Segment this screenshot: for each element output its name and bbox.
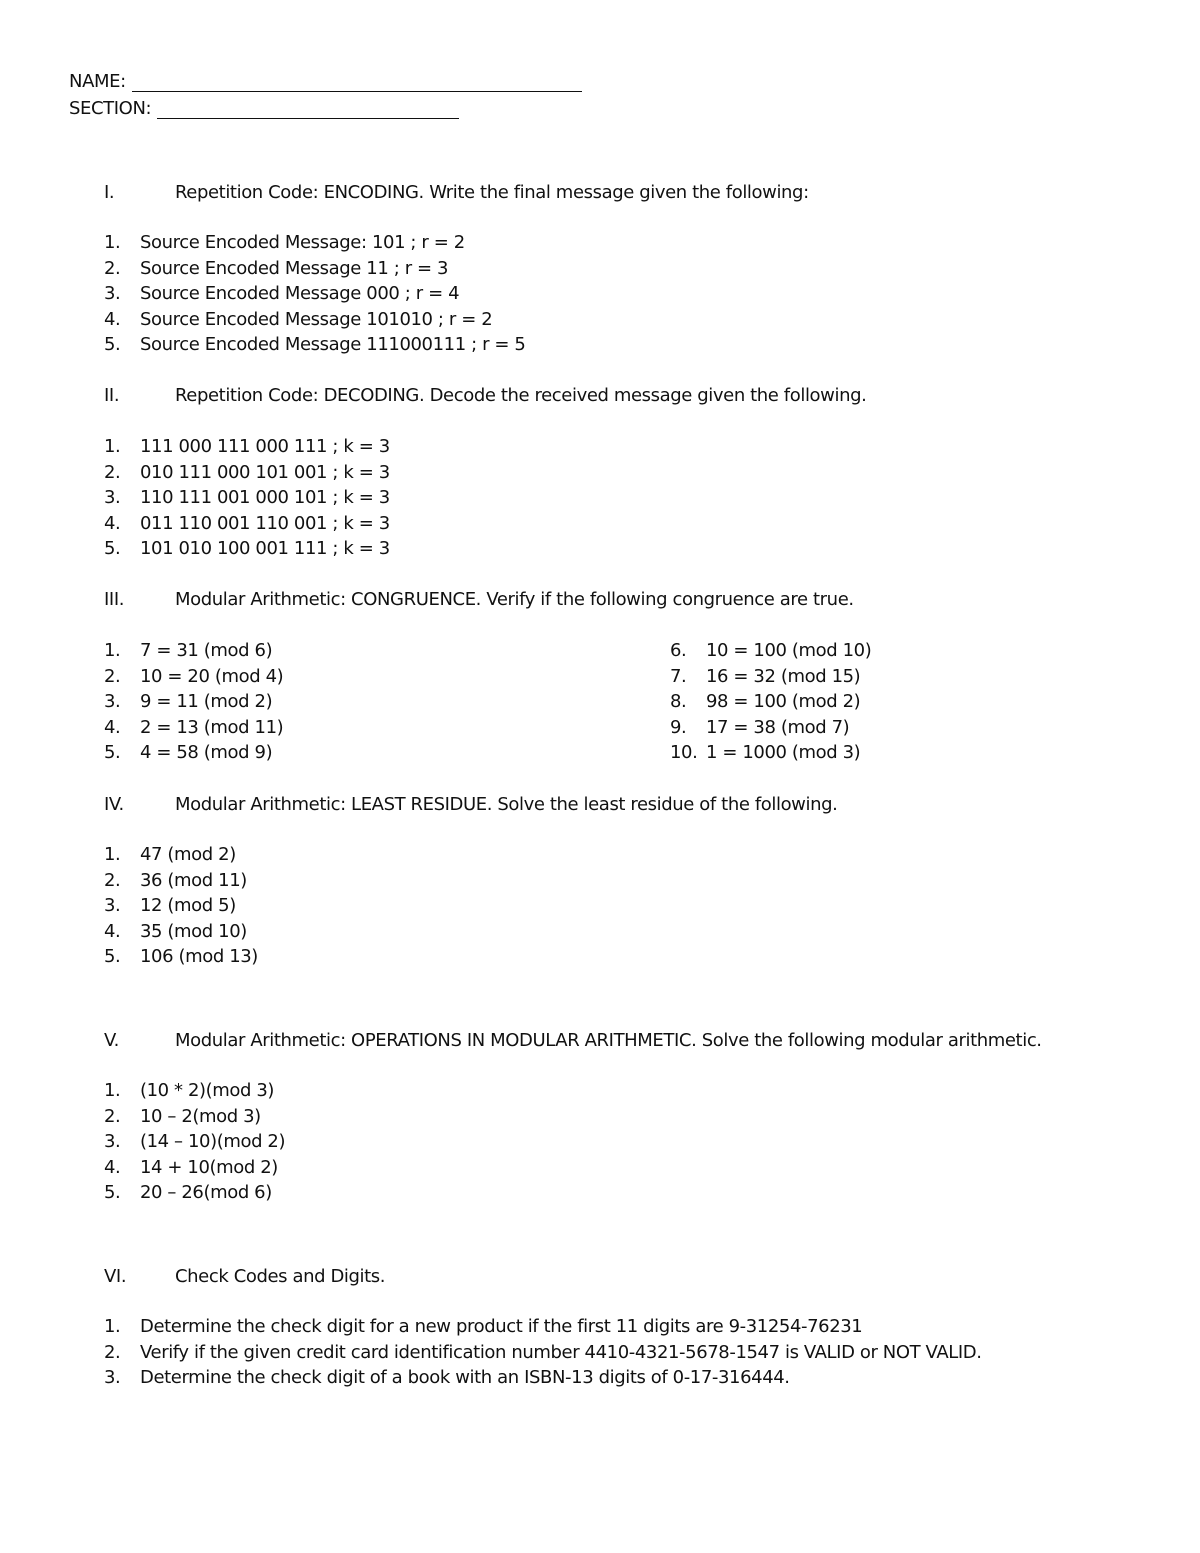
section-heading (104, 385, 866, 407)
item-text: 98 = 100 (mod 2) (706, 691, 861, 712)
item-number: 4. (104, 308, 121, 330)
item-number: 1. (104, 1316, 121, 1337)
item-text: Source Encoded Message 11 ; r = 3 (140, 257, 449, 279)
item-text: 101 010 100 001 111 ; k = 3 (140, 538, 390, 559)
list-item (104, 1314, 982, 1340)
item-number: 5. (104, 946, 121, 967)
section-title: Repetition Code: DECODING. Decode the received message given the following. (175, 385, 867, 406)
item-text: 10 = 100 (mod 10) (706, 640, 872, 661)
item-number: 10. (670, 742, 698, 763)
section-numeral: III. (104, 589, 125, 610)
item-text: 47 (mod 2) (140, 844, 236, 865)
section-item-list (104, 230, 525, 358)
section-label: SECTION: (69, 98, 152, 119)
item-text: Verify if the given credit card identification number 4410-4321-5678-1547 is VALID or NOT VALID. (140, 1341, 982, 1363)
list-item (104, 944, 258, 970)
item-number: 5. (104, 1182, 121, 1203)
item-number: 5. (104, 538, 121, 559)
item-number: 1. (104, 1080, 121, 1101)
list-item (104, 434, 390, 460)
item-number: 2. (104, 665, 121, 687)
item-text: 010 111 000 101 001 ; k = 3 (140, 461, 390, 483)
item-number: 3. (104, 487, 121, 508)
item-text: Source Encoded Message 111000111 ; r = 5 (140, 334, 526, 355)
list-item (104, 1129, 285, 1155)
item-number: 3. (104, 1131, 121, 1152)
item-text: 14 + 10(mod 2) (140, 1156, 278, 1178)
section-field-row (69, 99, 459, 119)
section-item-list (104, 1078, 285, 1206)
list-item (104, 1104, 285, 1130)
list-item (104, 1340, 982, 1366)
item-number: 2. (104, 1105, 121, 1127)
item-number: 3. (104, 1367, 121, 1388)
list-item (104, 919, 258, 945)
list-item (670, 715, 871, 741)
section-numeral: I. (104, 182, 115, 203)
list-item (104, 740, 283, 766)
list-item (104, 332, 525, 358)
list-item (670, 689, 871, 715)
item-text: Determine the check digit of a book with an ISBN-13 digits of 0-17-316444. (140, 1367, 790, 1388)
item-text: 011 110 001 110 001 ; k = 3 (140, 512, 390, 534)
item-text: 1 = 1000 (mod 3) (706, 742, 861, 763)
list-item (104, 1365, 982, 1391)
list-item (104, 1180, 285, 1206)
item-text: 111 000 111 000 111 ; k = 3 (140, 436, 390, 457)
list-item (104, 460, 390, 486)
item-text: 36 (mod 11) (140, 869, 247, 891)
item-number: 6. (670, 640, 687, 661)
list-item (104, 511, 390, 537)
section-heading (104, 794, 837, 816)
item-number: 4. (104, 716, 121, 738)
item-number: 9. (670, 716, 687, 738)
list-item (104, 1078, 285, 1104)
congruence-right-column (670, 638, 871, 766)
item-text: (14 – 10)(mod 2) (140, 1131, 286, 1152)
item-text: Source Encoded Message 000 ; r = 4 (140, 283, 460, 304)
item-number: 4. (104, 920, 121, 942)
item-text: Source Encoded Message 101010 ; r = 2 (140, 308, 493, 330)
item-number: 8. (670, 691, 687, 712)
item-text: 106 (mod 13) (140, 946, 258, 967)
item-text: 20 – 26(mod 6) (140, 1182, 272, 1203)
name-blank-line[interactable] (132, 73, 582, 92)
item-text: 10 – 2(mod 3) (140, 1105, 261, 1127)
section-heading (104, 182, 809, 204)
item-text: 110 111 001 000 101 ; k = 3 (140, 487, 390, 508)
section-item-list (104, 842, 258, 970)
item-text: 16 = 32 (mod 15) (706, 665, 861, 687)
name-label: NAME: (69, 71, 126, 92)
list-item (670, 740, 871, 766)
section-blank-line[interactable] (157, 100, 459, 119)
section-title: Modular Arithmetic: LEAST RESIDUE. Solve the least residue of the following. (175, 794, 838, 815)
item-number: 7. (670, 665, 687, 687)
item-number: 1. (104, 436, 121, 457)
list-item (104, 842, 258, 868)
item-text: Determine the check digit for a new product if the first 11 digits are 9-31254-76231 (140, 1316, 863, 1337)
list-item (104, 664, 283, 690)
list-item (104, 715, 283, 741)
section-heading (104, 589, 854, 611)
list-item (670, 638, 871, 664)
list-item (104, 485, 390, 511)
section-title: Repetition Code: ENCODING. Write the final message given the following: (175, 182, 809, 203)
section-title: Modular Arithmetic: CONGRUENCE. Verify if the following congruence are true. (175, 589, 854, 610)
list-item (104, 307, 525, 333)
section-numeral: II. (104, 385, 120, 406)
item-number: 4. (104, 1156, 121, 1178)
item-number: 2. (104, 1341, 121, 1363)
section-numeral: IV. (104, 794, 124, 815)
item-text: 17 = 38 (mod 7) (706, 716, 850, 738)
item-number: 1. (104, 232, 121, 253)
item-text: 10 = 20 (mod 4) (140, 665, 284, 687)
item-text: 7 = 31 (mod 6) (140, 640, 273, 661)
section-title: Check Codes and Digits. (175, 1266, 386, 1287)
section-numeral: V. (104, 1030, 119, 1051)
list-item (104, 256, 525, 282)
section-numeral: VI. (104, 1266, 127, 1287)
list-item (104, 868, 258, 894)
item-number: 3. (104, 691, 121, 712)
item-text: 2 = 13 (mod 11) (140, 716, 284, 738)
item-text: 4 = 58 (mod 9) (140, 742, 273, 763)
item-number: 2. (104, 869, 121, 891)
item-number: 2. (104, 461, 121, 483)
section-item-list (104, 1314, 982, 1391)
item-text: 35 (mod 10) (140, 920, 247, 942)
list-item (670, 664, 871, 690)
list-item (104, 281, 525, 307)
section-item-list (104, 434, 390, 562)
item-number: 5. (104, 334, 121, 355)
section-heading (104, 1266, 385, 1288)
item-text: (10 * 2)(mod 3) (140, 1080, 275, 1101)
item-number: 3. (104, 895, 121, 916)
item-number: 5. (104, 742, 121, 763)
item-text: 9 = 11 (mod 2) (140, 691, 273, 712)
item-number: 2. (104, 257, 121, 279)
list-item (104, 1155, 285, 1181)
section-heading (104, 1030, 1042, 1052)
list-item (104, 893, 258, 919)
item-number: 3. (104, 283, 121, 304)
item-text: 12 (mod 5) (140, 895, 236, 916)
item-number: 1. (104, 844, 121, 865)
name-field-row (69, 72, 582, 92)
item-number: 4. (104, 512, 121, 534)
item-number: 1. (104, 640, 121, 661)
list-item (104, 230, 525, 256)
list-item (104, 689, 283, 715)
list-item (104, 536, 390, 562)
congruence-left-column (104, 638, 283, 766)
section-title: Modular Arithmetic: OPERATIONS IN MODULAR ARITHMETIC. Solve the following modular arithmetic. (175, 1030, 1042, 1051)
list-item (104, 638, 283, 664)
item-text: Source Encoded Message: 101 ; r = 2 (140, 232, 465, 253)
